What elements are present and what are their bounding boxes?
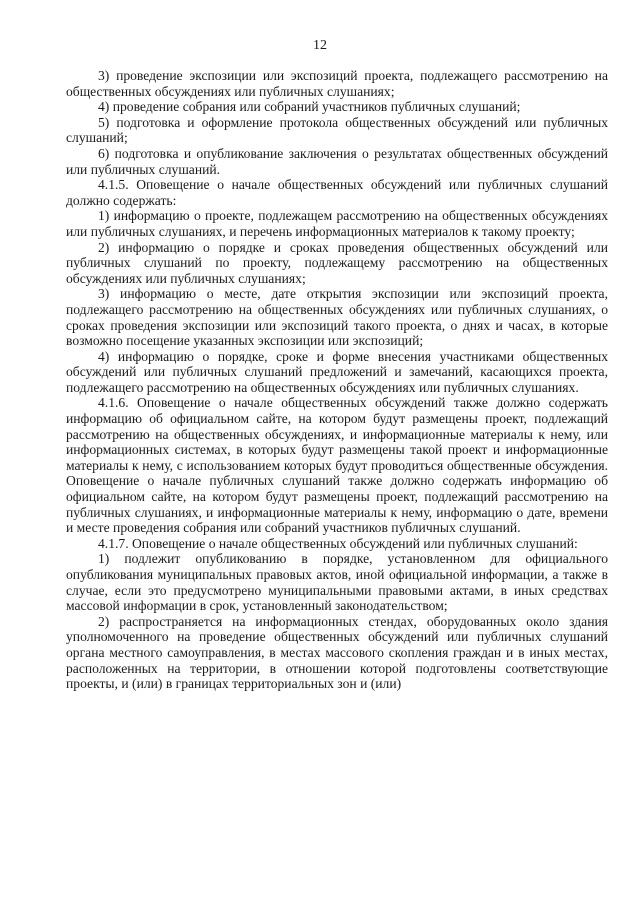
paragraph-item-5: 5) подготовка и оформление протокола общественных обсуждений или публичных слушаний; — [66, 114, 608, 146]
document-body — [66, 68, 608, 692]
paragraph-item-4: 4) проведение собрания или собраний участников публичных слушаний; — [98, 99, 521, 115]
paragraph-4-1-7-item-1: 1) подлежит опубликованию в порядке, установленном для официального опубликования муниципальных правовых актов, иной официальной информации, а также в случае, если это предусмотрено муниципальными правовыми актами, в иных средствах массовой информации в срок, установленный законодательством; — [66, 551, 608, 614]
paragraph-4-1-7-item-2: 2) распространяется на информационных стендах, оборудованных около здания уполномоченного на проведение общественных обсуждений или публичных слушаний органа местного самоуправления, в местах массового скопления граждан и в иных местах, расположенных на территории, в отношении которой подготовлены соответствующие проекты, и (или) в границах территориальных зон и (или) — [66, 613, 608, 692]
paragraph-4-1-5-item-2: 2) информацию о порядке и сроках проведения общественных обсуждений или публичных слушаний по проекту, подлежащему рассмотрению на общественных обсуждениях или публичных слушаниях; — [66, 239, 608, 286]
paragraph-4-1-5: 4.1.5. Оповещение о начале общественных обсуждений или публичных слушаний должно содержать: — [66, 177, 608, 208]
paragraph-4-1-5-item-4: 4) информацию о порядке, сроке и форме внесения участниками общественных обсуждений или публичных слушаний предложений и замечаний, касающихся проекта, подлежащего рассмотрению на общественных обсуждениях или публичных слушаниях. — [66, 348, 608, 395]
paragraph-4-1-5-item-3: 3) информацию о месте, дате открытия экспозиции или экспозиций проекта, подлежащего рассмотрению на общественных обсуждениях или публичных слушаниях, о сроках проведения экспозиции или экспозиций такого проекта, о днях и часах, в которые возможно посещение указанных экспозиции или экспозиций; — [66, 286, 608, 349]
paragraph-4-1-5-item-1: 1) информацию о проекте, подлежащем рассмотрению на общественных обсуждениях или публичных слушаниях, и перечень информационных материалов к такому проекту; — [66, 208, 608, 239]
paragraph-item-3: 3) проведение экспозиции или экспозиций проекта, подлежащего рассмотрению на общественных обсуждениях или публичных слушаниях; — [66, 68, 608, 99]
paragraph-4-1-6: 4.1.6. Оповещение о начале общественных обсуждений также должно содержать информацию об официальном сайте, на котором будут размещены проект, подлежащий рассмотрению на общественных обсуждениях, и информационные материалы к нему, или информационных системах, в которых будут размещены такой проект и информационные материалы к нему, с использованием которых будут проводиться общественные обсуждения. Оповещение о начале публичных слушаний также должно содержать информацию об официальном сайте, на котором будут размещены проект, подлежащий рассмотрению на публичных слушаниях, и информационные материалы к нему, информацию о дате, времени и месте проведения собрания или собраний участников публичных слушаний. — [66, 395, 608, 536]
page-number: 12 — [313, 38, 327, 53]
paragraph-4-1-7: 4.1.7. Оповещение о начале общественных обсуждений или публичных слушаний: — [98, 535, 578, 551]
paragraph-item-6: 6) подготовка и опубликование заключения о результатах общественных обсуждений или публичных слушаний. — [66, 145, 608, 177]
